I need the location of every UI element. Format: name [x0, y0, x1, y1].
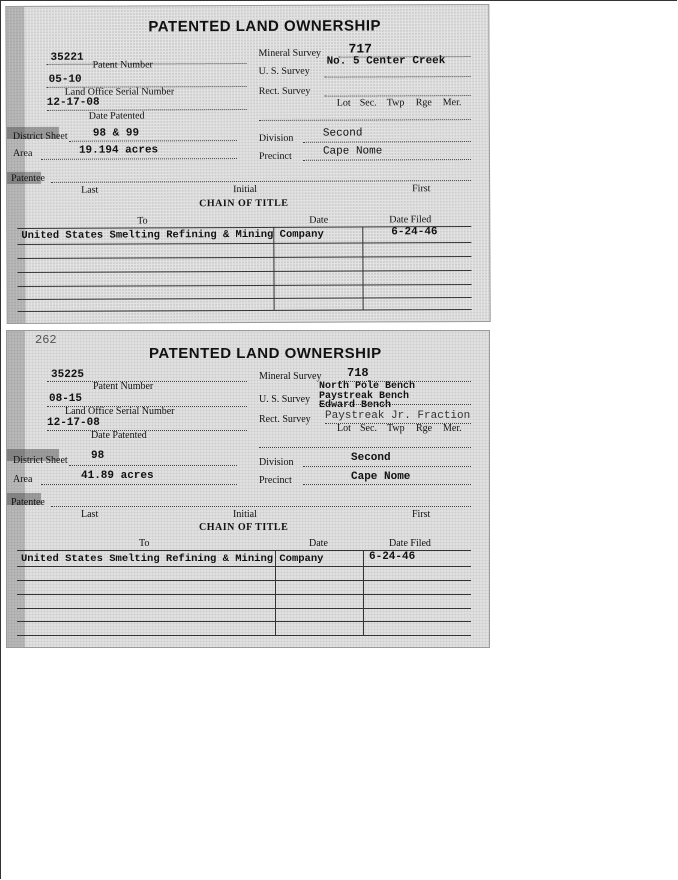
- area-label: Area: [13, 474, 33, 485]
- division-value: Second: [322, 127, 363, 140]
- land-office-serial-value: 08-15: [49, 393, 83, 405]
- last-label: Last: [81, 509, 99, 520]
- sec-label: Sec.: [360, 423, 377, 434]
- date-patented-label: Date Patented: [91, 430, 147, 441]
- precinct-label: Precinct: [258, 150, 292, 162]
- rect-survey-label: Rect. Survey: [259, 414, 311, 425]
- us-survey-value-line-3: Edward Bench: [319, 400, 392, 411]
- chain-row-to: United States Smelting Refining & Mining Company: [21, 228, 324, 242]
- card-title: PATENTED LAND OWNERSHIP: [148, 17, 382, 36]
- land-office-serial-label: Land Office Serial Number: [65, 406, 175, 417]
- rule: [69, 140, 237, 142]
- rule: [303, 466, 471, 467]
- us-survey-value: No. 5 Center Creek: [326, 55, 446, 68]
- rge-label: Rge: [415, 97, 432, 109]
- first-label: First: [412, 509, 431, 520]
- patentee-label: Patentee: [11, 497, 45, 508]
- rule: [319, 404, 471, 405]
- division-label: Division: [259, 457, 294, 468]
- date-filed-column-header: Date Filed: [389, 214, 432, 226]
- initial-label: Initial: [233, 183, 258, 196]
- date-patented-value: 12-17-08: [46, 96, 100, 109]
- mineral-survey-label: Mineral Survey: [258, 47, 322, 59]
- patent-number-label: Patent Number: [93, 381, 154, 392]
- district-sheet-value: 98: [91, 450, 105, 462]
- lot-label: Lot: [337, 423, 351, 434]
- to-column-header: To: [139, 538, 150, 549]
- last-label: Last: [81, 184, 99, 196]
- lot-label: Lot: [336, 97, 351, 109]
- rule: [41, 158, 237, 160]
- to-column-header: To: [137, 215, 148, 227]
- chain-row-date-filed: 6-24-46: [369, 551, 416, 563]
- twp-label: Twp: [386, 97, 405, 109]
- area-value: 41.89 acres: [81, 470, 154, 482]
- patent-number-label: Patent Number: [92, 59, 153, 71]
- table-rule: [18, 297, 472, 300]
- table-rule: [17, 608, 471, 609]
- table-rule: [17, 594, 471, 595]
- twp-label: Twp: [387, 423, 405, 434]
- table-rule: [17, 635, 471, 636]
- rect-survey-label: Rect. Survey: [258, 85, 311, 97]
- table-rule: [17, 256, 471, 259]
- rule: [41, 484, 237, 485]
- land-ownership-card-2: [6, 330, 490, 648]
- land-ownership-card-1: [5, 4, 490, 324]
- card-edge-shadow: [7, 331, 25, 647]
- district-sheet-value: 98 & 99: [92, 127, 140, 140]
- us-survey-value-line-2: Paystreak Bench: [319, 391, 410, 402]
- rect-survey-value: Paystreak Jr. Fraction: [325, 410, 471, 422]
- date-filed-column-header: Date Filed: [389, 538, 431, 549]
- rge-label: Rge: [416, 423, 433, 434]
- rule: [303, 141, 471, 143]
- table-rule: [363, 550, 364, 635]
- rule: [51, 506, 471, 507]
- chain-row-to: United States Smelting Refining & Mining Company: [21, 553, 324, 565]
- patent-number-value: 35225: [51, 369, 85, 381]
- date-column-header: Date: [309, 214, 329, 226]
- table-rule: [18, 284, 472, 287]
- card-title: PATENTED LAND OWNERSHIP: [149, 345, 382, 362]
- rule: [47, 430, 247, 431]
- mineral-survey-value: 718: [347, 366, 369, 380]
- corner-note: 262: [35, 333, 57, 347]
- precinct-value: Cape Nome: [322, 145, 383, 158]
- land-office-serial-value: 05-10: [48, 73, 82, 86]
- rule: [303, 159, 471, 161]
- land-office-serial-label: Land Office Serial Number: [64, 86, 175, 98]
- area-value: 19.194 acres: [78, 144, 159, 157]
- sec-label: Sec.: [359, 97, 377, 109]
- date-patented-value: 12-17-08: [47, 417, 100, 429]
- table-rule: [17, 621, 471, 622]
- division-label: Division: [258, 132, 294, 144]
- mineral-survey-label: Mineral Survey: [259, 371, 322, 382]
- table-rule: [17, 566, 471, 567]
- table-rule: [17, 242, 471, 245]
- table-rule: [362, 226, 363, 309]
- rule: [69, 465, 237, 466]
- rule: [51, 180, 471, 183]
- us-survey-label: U. S. Survey: [258, 65, 310, 77]
- card-edge-shadow: [6, 7, 25, 323]
- table-rule: [17, 270, 471, 273]
- mer-label: Mer.: [442, 97, 462, 109]
- rule: [47, 109, 247, 111]
- mer-label: Mer.: [443, 423, 462, 434]
- date-patented-label: Date Patented: [88, 110, 145, 122]
- precinct-label: Precinct: [259, 475, 292, 486]
- chain-of-title-heading: CHAIN OF TITLE: [199, 522, 289, 533]
- us-survey-label: U. S. Survey: [259, 394, 311, 405]
- rule: [259, 447, 471, 448]
- rule: [325, 76, 471, 78]
- patent-number-value: 35221: [50, 51, 84, 64]
- date-column-header: Date: [309, 538, 328, 549]
- chain-of-title-heading: CHAIN OF TITLE: [199, 197, 289, 210]
- district-sheet-label: District Sheet: [13, 455, 68, 466]
- rule: [259, 119, 471, 121]
- mineral-survey-value: 717: [348, 41, 372, 57]
- division-value: Second: [351, 452, 391, 464]
- first-label: First: [412, 183, 431, 195]
- district-sheet-label: District Sheet: [12, 130, 68, 143]
- precinct-value: Cape Nome: [351, 471, 411, 483]
- initial-label: Initial: [233, 509, 257, 520]
- chain-row-date-filed: 6-24-46: [391, 226, 438, 239]
- table-rule: [17, 580, 471, 581]
- table-rule: [18, 309, 472, 312]
- rule: [303, 484, 471, 485]
- area-label: Area: [12, 147, 33, 160]
- patentee-label: Patentee: [11, 172, 45, 185]
- us-survey-value-line-1: North Pole Bench: [319, 381, 416, 392]
